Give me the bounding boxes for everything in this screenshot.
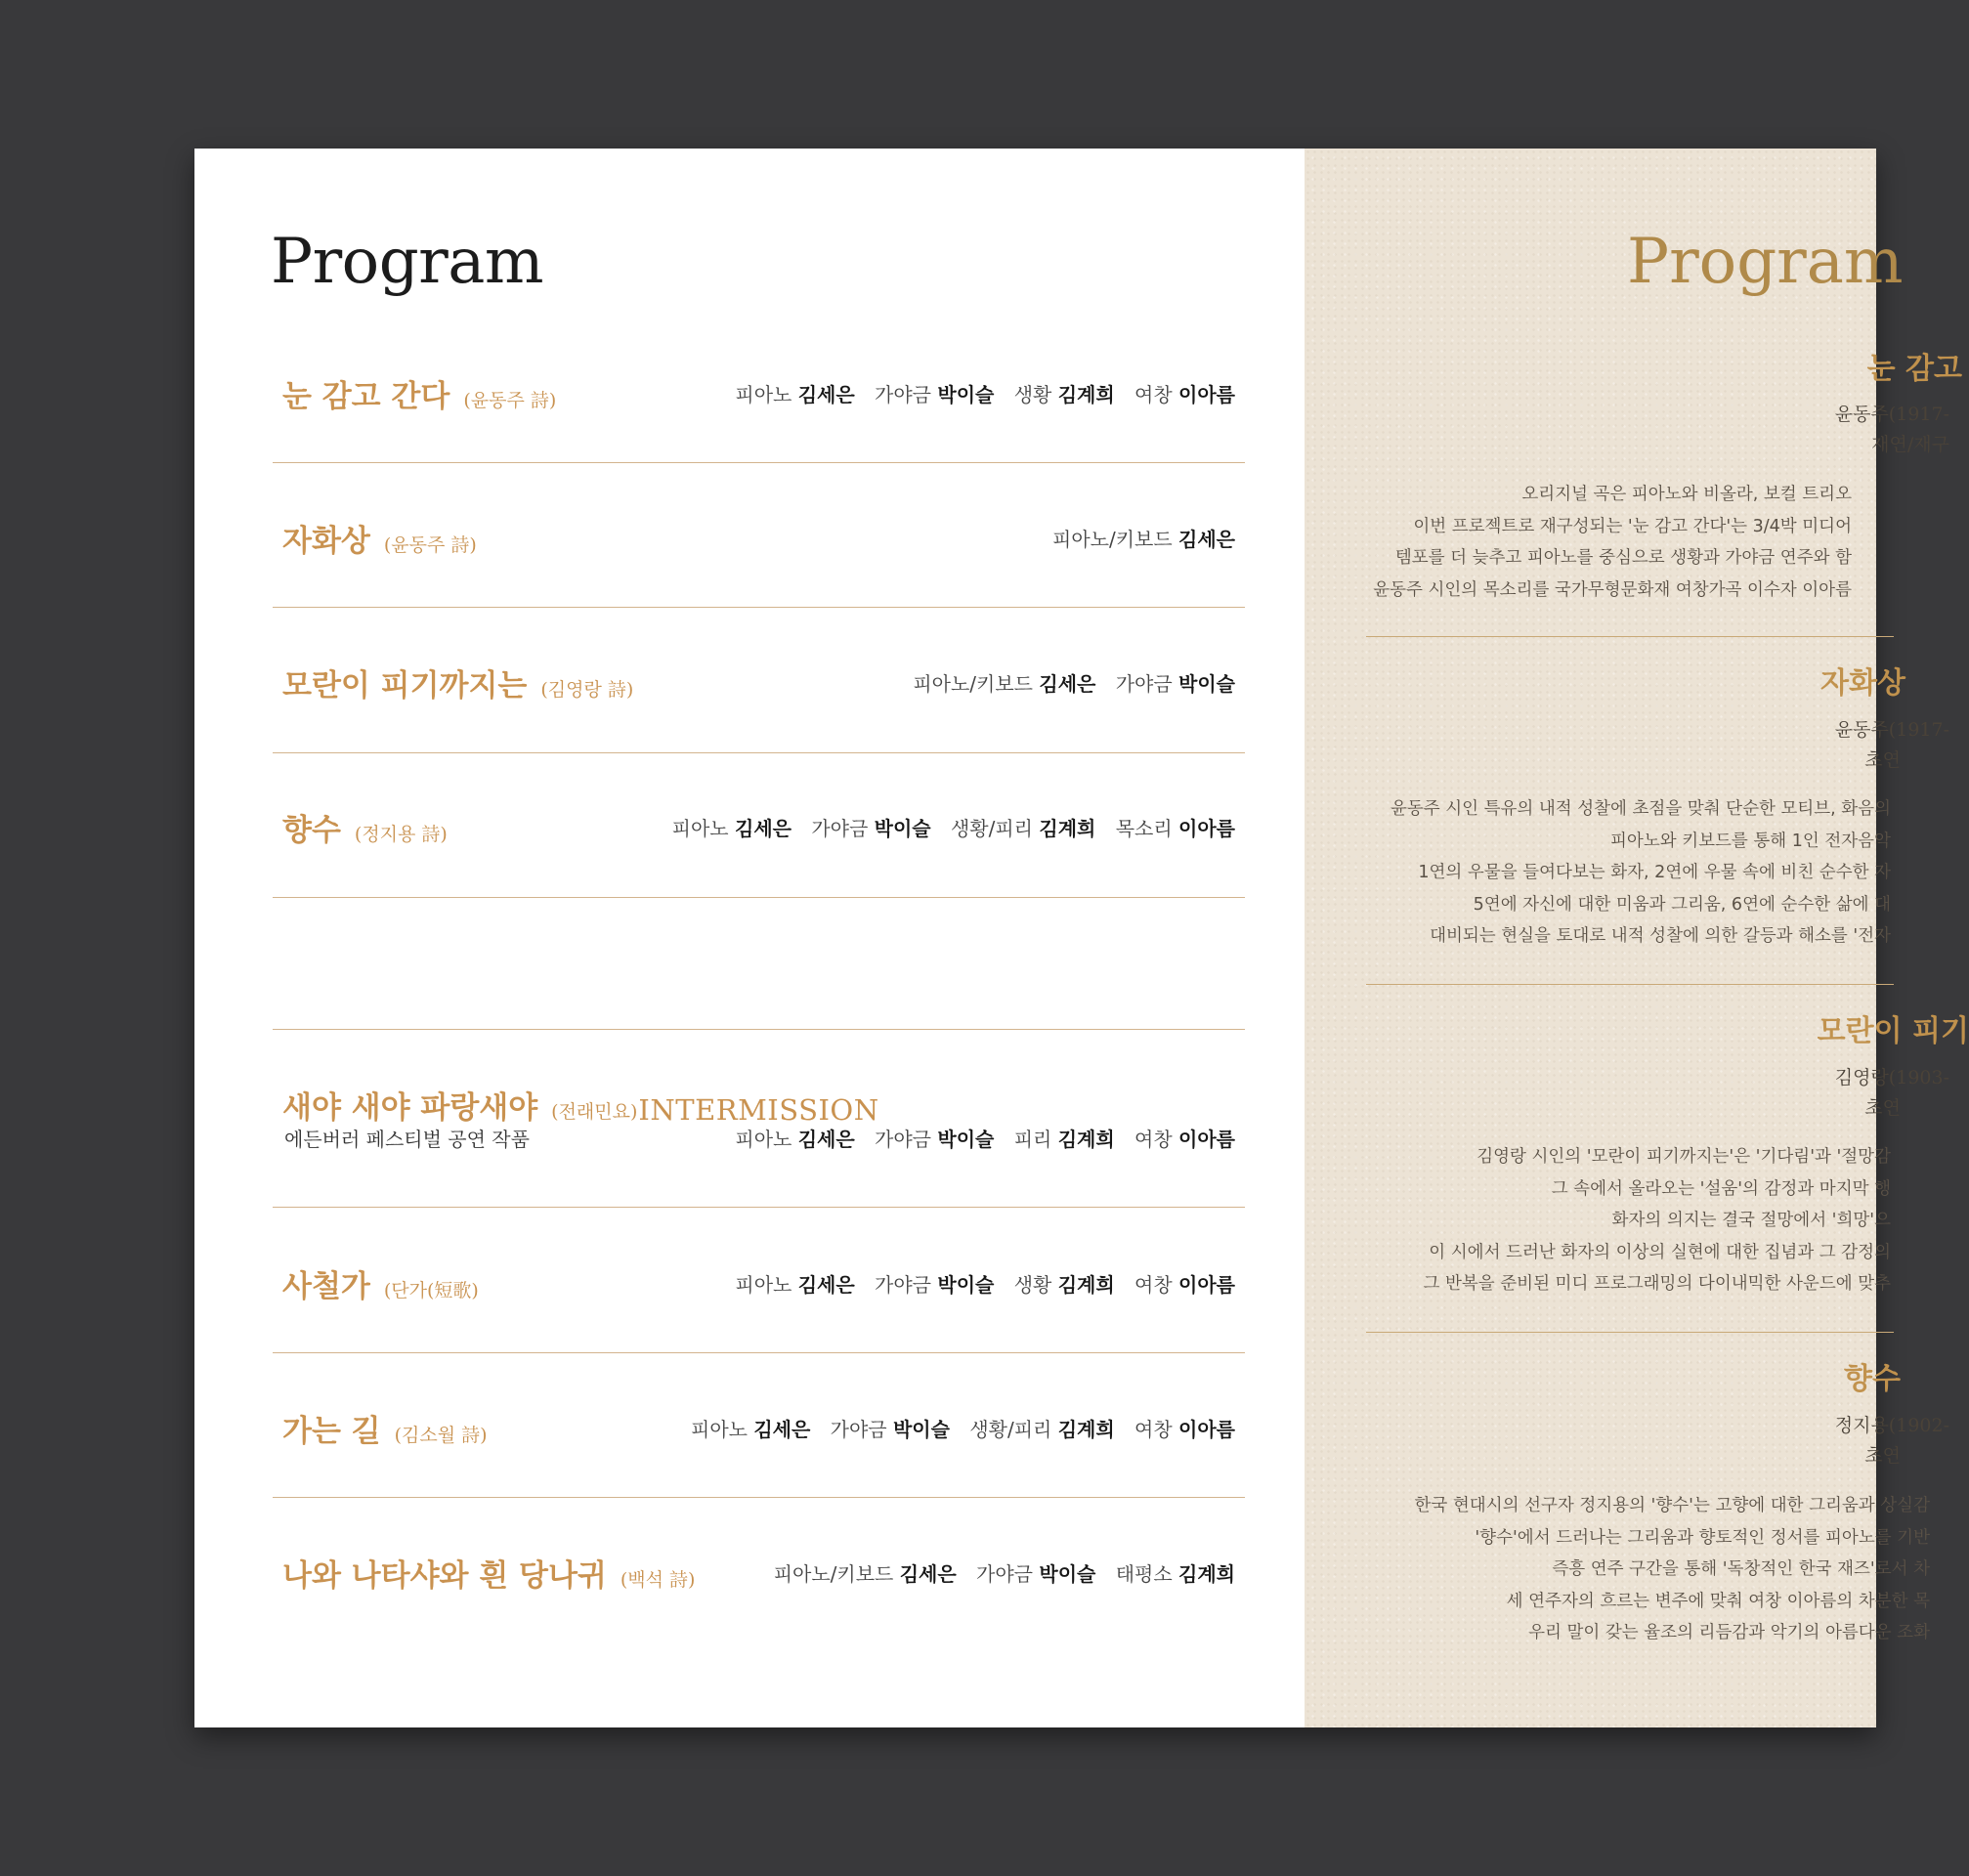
performer-role: 여창 [1134, 1273, 1173, 1297]
performer-name: 김세은 [899, 1562, 957, 1586]
divider [273, 462, 1245, 463]
song-credit: (윤동주 詩) [463, 390, 557, 411]
divider [1366, 636, 1894, 637]
performer-name: 이아름 [1178, 817, 1235, 840]
performer-name: 김계희 [1057, 1273, 1115, 1297]
description-line: 그 속에서 올라오는 '설움'의 감정과 마지막 행 [1551, 1178, 1891, 1199]
program-item-8 [273, 1533, 1245, 1601]
performer-name: 박이슬 [1039, 1562, 1096, 1586]
performer-name: 이아름 [1178, 1128, 1235, 1151]
section-description [1373, 479, 1852, 606]
performer-role: 피아노/키보드 [773, 1562, 894, 1586]
performer-role: 가야금 [875, 1273, 932, 1297]
section-description [1424, 1141, 1891, 1300]
section-heading: 향수 [1844, 1362, 1901, 1396]
section-description [1391, 793, 1891, 953]
song-heading [282, 661, 633, 704]
description-line: 세 연주자의 흐르는 변주에 맞춰 여창 이아름의 차분한 목 [1506, 1591, 1930, 1611]
section-meta: 재연/재구 [1871, 434, 1949, 455]
right-page-title: Program [1627, 226, 1904, 298]
description-line: 피아노와 키보드를 통해 1인 전자음악 [1610, 831, 1891, 851]
performer-name: 김계희 [1178, 1562, 1235, 1586]
song-heading [282, 516, 477, 560]
performer-role: 가야금 [1115, 672, 1173, 696]
song-title: 새야 새야 파랑새야 [282, 1090, 538, 1126]
performers [691, 1414, 1235, 1442]
performer-role: 생황 [1013, 383, 1052, 406]
performer-name: 박이슬 [1178, 672, 1235, 696]
section-description [1415, 1490, 1930, 1649]
description-line: 화자의 의지는 결국 절망에서 '희망'으 [1611, 1211, 1891, 1230]
song-title: 나와 나타샤와 흰 당나귀 [282, 1558, 607, 1594]
program-item-6 [273, 1244, 1245, 1312]
performer-name: 박이슬 [874, 817, 931, 840]
description-line: 오리지널 곡은 피아노와 비올라, 보컬 트리오 [1521, 485, 1852, 504]
performer-role: 피리 [1013, 1128, 1052, 1151]
performers [774, 1558, 1235, 1587]
left-page [194, 149, 1305, 1727]
description-line: 우리 말이 갖는 율조의 리듬감과 악기의 아름다운 조화 [1528, 1623, 1930, 1642]
performer-name: 이아름 [1178, 1418, 1235, 1441]
song-heading [282, 371, 556, 415]
song-title: 자화상 [282, 524, 370, 559]
performer-name: 박이슬 [937, 383, 995, 406]
performer-name: 이아름 [1178, 1273, 1235, 1297]
song-credit: (윤동주 詩) [383, 534, 477, 556]
divider [273, 1497, 1245, 1498]
performer-role: 가야금 [875, 383, 932, 406]
performer-name: 김세은 [735, 817, 792, 840]
description-line: 즉흥 연주 구간을 통해 '독창적인 한국 재즈'로서 차 [1552, 1559, 1930, 1579]
description-line: '향수'에서 드러나는 그리움과 향토적인 정서를 피아노를 기반 [1475, 1527, 1930, 1548]
program-item-5 [273, 1065, 1245, 1153]
description-line: 5연에 자신에 대한 미움과 그리움, 6연에 순수한 삶에 대 [1473, 894, 1891, 915]
right-page [1305, 149, 1969, 1727]
description-line: 한국 현대시의 선구자 정지용의 '향수'는 고향에 대한 그리움과 상실감 [1414, 1496, 1930, 1515]
description-line: 윤동주 시인 특유의 내적 성찰에 초점을 맞춰 단순한 모티브, 화음의 [1390, 799, 1891, 819]
section-meta: 윤동주(1917- [1834, 404, 1949, 425]
section-meta: 정지용(1902- [1834, 1415, 1949, 1436]
song-credit: (김소월 詩) [394, 1425, 488, 1446]
description-line: 템포를 더 늦추고 피아노를 중심으로 생황과 가야금 연주와 함 [1394, 548, 1852, 568]
description-line: 1연의 우물을 들여다보는 화자, 2연에 우물 속에 비친 순수한 자 [1418, 863, 1891, 882]
performer-name: 김계희 [1057, 1128, 1115, 1151]
performer-role: 피아노/키보드 [1052, 528, 1173, 551]
intermission-label: INTERMISSION [638, 1093, 879, 1127]
divider [1366, 1332, 1894, 1333]
song-credit: (김영랑 詩) [540, 679, 634, 701]
performer-name: 박이슬 [892, 1418, 950, 1441]
performer-role: 여창 [1134, 1418, 1173, 1441]
performer-role: 생황/피리 [969, 1418, 1052, 1441]
program-item-2 [273, 498, 1245, 567]
performers [913, 668, 1235, 697]
program-booklet-spread [194, 149, 1969, 1727]
description-line: 그 반복을 준비된 미디 프로그래밍의 다이내믹한 사운드에 맞추 [1423, 1274, 1891, 1294]
performer-role: 여창 [1134, 1128, 1173, 1151]
divider [273, 1207, 1245, 1208]
section-meta: 김영랑(1903- [1834, 1067, 1949, 1088]
song-heading [282, 1551, 695, 1595]
description-line: 김영랑 시인의 '모란이 피기까지는'은 '기다림'과 '절망감 [1477, 1147, 1891, 1167]
section-meta: 초연 [1864, 749, 1901, 771]
performer-name: 김세은 [1178, 528, 1235, 551]
section-meta: 초연 [1864, 1097, 1901, 1119]
section-heading: 모란이 피기 [1817, 1014, 1969, 1048]
divider [1366, 984, 1894, 985]
song-credit: (단가(短歌) [383, 1280, 479, 1301]
song-title: 가는 길 [282, 1414, 381, 1449]
performer-role: 피아노 [735, 383, 792, 406]
divider [273, 1029, 1245, 1030]
program-item-3 [273, 643, 1245, 711]
performer-role: 생황/피리 [950, 817, 1034, 840]
performer-role: 목소리 [1115, 817, 1173, 840]
performer-name: 박이슬 [937, 1273, 995, 1297]
performers [735, 379, 1235, 407]
performer-role: 생황 [1013, 1273, 1052, 1297]
song-heading [282, 1083, 637, 1127]
divider [273, 1352, 1245, 1353]
performer-name: 이아름 [1178, 383, 1235, 406]
performers [735, 1124, 1235, 1152]
performer-name: 김세은 [797, 1273, 855, 1297]
song-credit: (백석 詩) [620, 1569, 696, 1591]
performer-role: 가야금 [976, 1562, 1034, 1586]
performer-name: 김계희 [1057, 383, 1115, 406]
song-heading [282, 805, 448, 849]
program-item-4 [273, 788, 1245, 856]
song-credit: (정지용 詩) [354, 824, 448, 845]
section-heading: 눈 감고 [1866, 352, 1962, 386]
performer-name: 김세은 [797, 1128, 855, 1151]
divider [273, 752, 1245, 753]
performer-role: 가야금 [830, 1418, 887, 1441]
section-heading: 자화상 [1820, 666, 1905, 701]
performer-name: 박이슬 [937, 1128, 995, 1151]
performer-name: 김계희 [1039, 817, 1096, 840]
song-title: 향수 [282, 813, 341, 848]
performer-name: 김세은 [1039, 672, 1096, 696]
performer-name: 김계희 [1057, 1418, 1115, 1441]
song-heading [282, 1406, 488, 1450]
program-item-1 [273, 354, 1245, 422]
description-line: 윤동주 시인의 목소리를 국가무형문화재 여창가곡 이수자 이아름 [1373, 579, 1852, 600]
performer-role: 피아노 [735, 1273, 792, 1297]
performer-role: 태평소 [1115, 1562, 1173, 1586]
program-item-7 [273, 1388, 1245, 1457]
performer-name: 김세은 [753, 1418, 811, 1441]
performer-role: 여창 [1134, 383, 1173, 406]
page-title: Program [271, 226, 544, 298]
song-note: 에든버러 페스티벌 공연 작품 [284, 1128, 530, 1151]
performers [735, 1269, 1235, 1298]
section-meta: 윤동주(1917- [1834, 719, 1949, 741]
description-line: 이 시에서 드러난 화자의 이상의 실현에 대한 집념과 그 감정의 [1429, 1242, 1891, 1262]
section-meta: 초연 [1864, 1445, 1901, 1467]
description-line: 대비되는 현실을 토대로 내적 성찰에 의한 갈등과 해소를 '전자 [1430, 926, 1891, 946]
performer-name: 김세은 [797, 383, 855, 406]
song-title: 사철가 [282, 1269, 370, 1304]
performers [1052, 524, 1235, 552]
description-line: 이번 프로젝트로 재구성되는 '눈 감고 간다'는 3/4박 미디어 [1413, 516, 1852, 536]
divider [273, 607, 1245, 608]
performer-role: 피아노 [735, 1128, 792, 1151]
song-heading [282, 1261, 479, 1305]
performer-role: 가야금 [875, 1128, 932, 1151]
song-credit: (전래민요) [551, 1101, 638, 1123]
song-title: 눈 감고 간다 [282, 379, 450, 414]
divider [273, 897, 1245, 898]
song-title: 모란이 피기까지는 [282, 668, 528, 704]
performers [672, 813, 1235, 841]
performer-role: 피아노 [671, 817, 729, 840]
performer-role: 피아노/키보드 [913, 672, 1034, 696]
performer-role: 가야금 [811, 817, 869, 840]
performer-role: 피아노 [691, 1418, 748, 1441]
